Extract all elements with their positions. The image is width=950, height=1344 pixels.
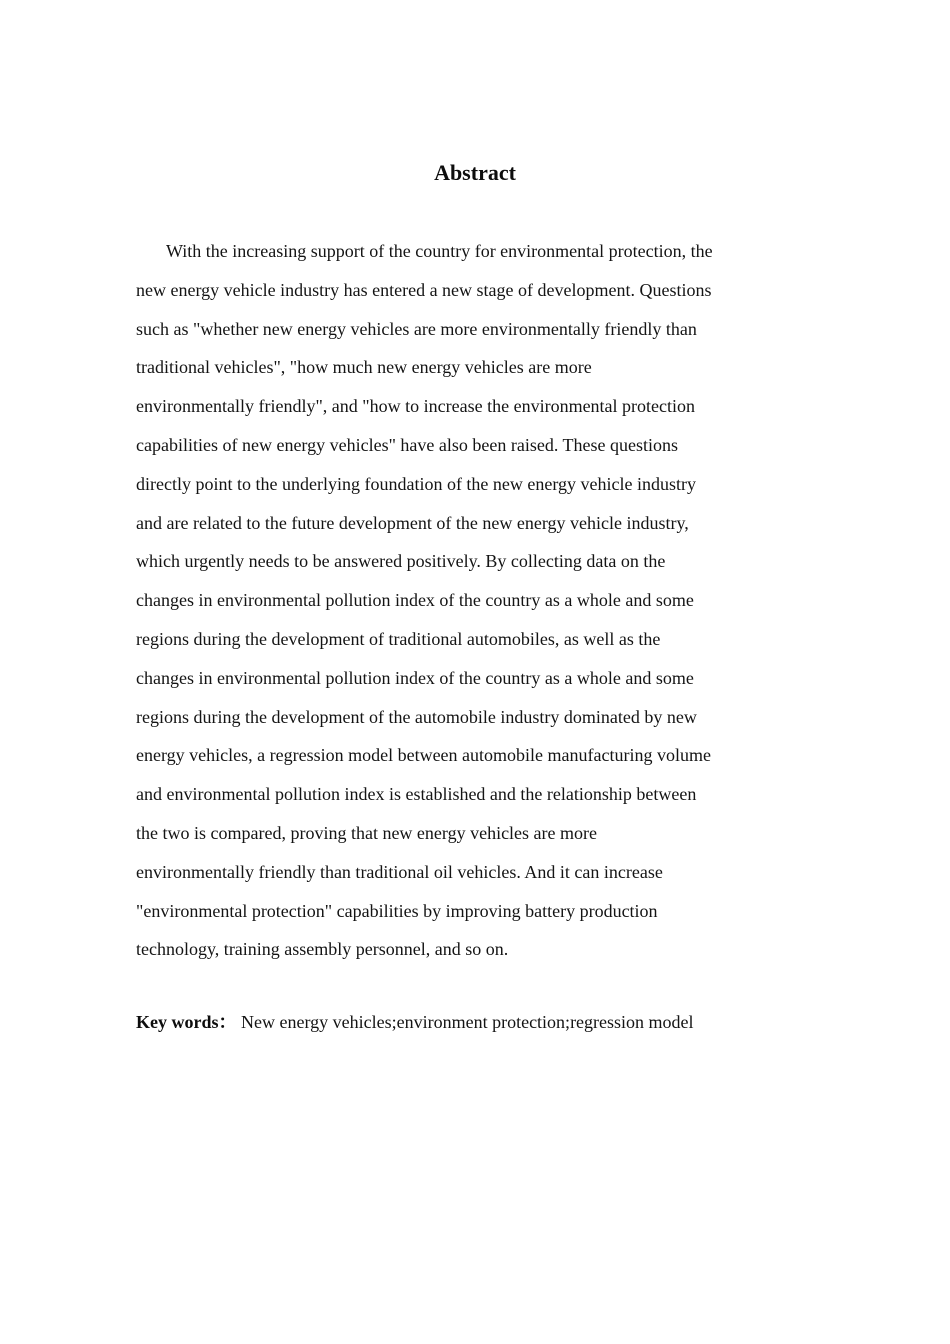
abstract-paragraph <box>136 232 856 969</box>
abstract-text-line: changes in environmental pollution index of the country as a whole and some <box>136 667 694 688</box>
abstract-text-line: regions during the development of traditional automobiles, as well as the <box>136 628 661 649</box>
abstract-text-line: directly point to the underlying foundation of the new energy vehicle industry <box>136 473 697 494</box>
keywords-line <box>136 1003 950 1042</box>
abstract-text-line: traditional vehicles", "how much new energy vehicles are more <box>136 357 592 378</box>
abstract-text-line: changes in environmental pollution index of the country as a whole and some <box>136 590 694 611</box>
abstract-text-line: new energy vehicle industry has entered a new stage of development. Questions <box>136 279 712 300</box>
abstract-text-line: energy vehicles, a regression model between automobile manufacturing volume <box>136 745 711 766</box>
abstract-text-line: and environmental pollution index is established and the relationship between <box>136 784 697 805</box>
page-title: Abstract <box>434 160 516 185</box>
keywords-label: Key words <box>136 1012 219 1033</box>
abstract-text-line: environmentally friendly than traditional oil vehicles. And it can increase <box>136 861 663 882</box>
abstract-text-line: regions during the development of the automobile industry dominated by new <box>136 706 697 727</box>
keywords-separator: ： <box>218 1012 237 1033</box>
keywords-value: New energy vehicles;environment protection;regression model <box>241 1012 694 1033</box>
abstract-text-line: and are related to the future development of the new energy vehicle industry, <box>136 512 689 533</box>
abstract-text-line: technology, training assembly personnel, and so on. <box>136 939 509 960</box>
abstract-text-line: environmentally friendly", and "how to increase the environmental protection <box>136 396 696 417</box>
abstract-text-line: the two is compared, proving that new energy vehicles are more <box>136 822 598 843</box>
abstract-text-line: which urgently needs to be answered positively. By collecting data on the <box>136 551 666 572</box>
abstract-text-line: such as "whether new energy vehicles are more environmentally friendly than <box>136 318 697 339</box>
abstract-text-line: capabilities of new energy vehicles" have also been raised. These questions <box>136 434 679 455</box>
abstract-text-line: "environmental protection" capabilities by improving battery production <box>136 900 658 921</box>
abstract-text-line: With the increasing support of the country for environmental protection, the <box>166 241 713 261</box>
